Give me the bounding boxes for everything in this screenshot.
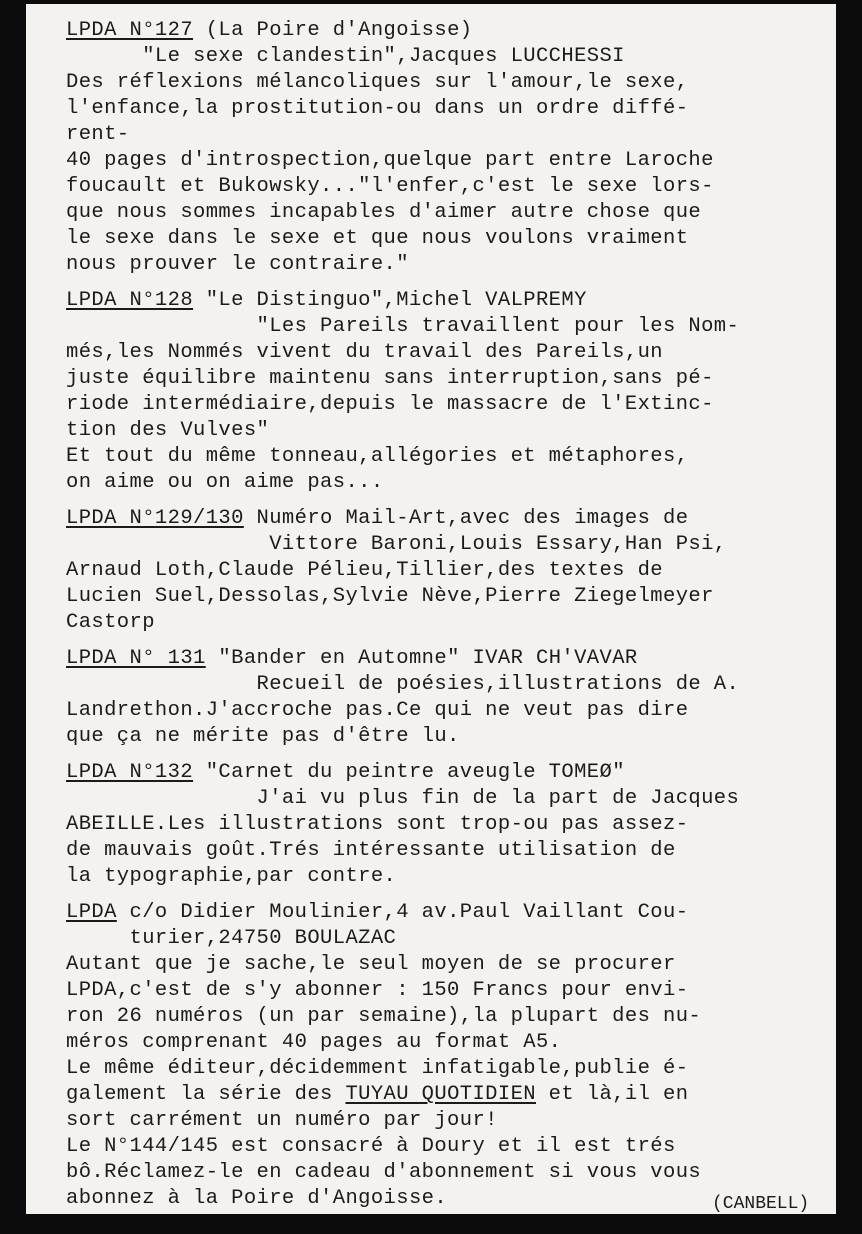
review-line: riode intermédiaire,depuis le massacre de l'Extinc- xyxy=(66,393,714,416)
address-ref: LPDA xyxy=(66,901,117,924)
typewritten-page xyxy=(26,4,836,1214)
review-line: Landrethon.J'accroche pas.Ce qui ne veut pas dire xyxy=(66,699,689,722)
review-line: le sexe dans le sexe et que nous voulons vraiment xyxy=(66,227,689,250)
review-line: la typographie,par contre. xyxy=(66,865,397,888)
review-line: "Le sexe clandestin",Jacques LUCCHESSI xyxy=(66,45,625,68)
review-line: Recueil de poésies,illustrations de A. xyxy=(66,673,740,696)
address-line: Autant que je sache,le seul moyen de se procurer xyxy=(66,953,676,976)
review-line: J'ai vu plus fin de la part de Jacques xyxy=(66,787,740,810)
review-line: que ça ne mérite pas d'être lu. xyxy=(66,725,460,748)
review-heading xyxy=(66,760,836,786)
review-ref: LPDA N° 131 xyxy=(66,647,206,670)
series-name: TUYAU QUOTIDIEN xyxy=(345,1083,536,1106)
review-line: "Carnet du peintre aveugle TOMEØ" xyxy=(193,761,625,784)
review-line: foucault et Bukowsky..."l'enfer,c'est le sexe lors- xyxy=(66,175,714,198)
address-heading xyxy=(66,900,836,926)
review-line: Et tout du même tonneau,allégories et métaphores, xyxy=(66,445,689,468)
review-line: Des réflexions mélancoliques sur l'amour,le sexe, xyxy=(66,71,689,94)
review-line: ABEILLE.Les illustrations sont trop-ou pas assez- xyxy=(66,813,689,836)
address-line: méros comprenant 40 pages au format A5. xyxy=(66,1031,562,1054)
review-line: Arnaud Loth,Claude Pélieu,Tillier,des textes de xyxy=(66,559,663,582)
address-line: Le N°144/145 est consacré à Doury et il est trés xyxy=(66,1135,676,1158)
review-heading xyxy=(66,288,836,314)
review-line: 40 pages d'introspection,quelque part entre Laroche xyxy=(66,149,714,172)
address-line: abonnez à la Poire d'Angoisse. xyxy=(66,1187,448,1210)
review-line: juste équilibre maintenu sans interruption,sans pé- xyxy=(66,367,714,390)
review-line: Lucien Suel,Dessolas,Sylvie Nève,Pierre Ziegelmeyer xyxy=(66,585,714,608)
address-line: ron 26 numéros (un par semaine),la plupart des nu- xyxy=(66,1005,702,1028)
review-line: nous prouver le contraire." xyxy=(66,253,409,276)
review-line: Castorp xyxy=(66,611,155,634)
address-line: turier,24750 BOULAZAC xyxy=(66,927,397,950)
address-line: sort carrément un numéro par jour! xyxy=(66,1109,498,1132)
review-line: de mauvais goût.Trés intéressante utilisation de xyxy=(66,839,676,862)
address-line: c/o Didier Moulinier,4 av.Paul Vaillant Cou- xyxy=(116,901,689,924)
address-line: LPDA,c'est de s'y abonner : 150 Francs pour envi- xyxy=(66,979,689,1002)
review-line: l'enfance,la prostitution-ou dans un ordre diffé- xyxy=(66,97,689,120)
review-ref: LPDA N°132 xyxy=(66,761,194,784)
review-ref: LPDA N°129/130 xyxy=(66,507,244,530)
review-line: on aime ou on aime pas... xyxy=(66,471,384,494)
review-line: rent- xyxy=(66,123,130,146)
review-line: Vittore Baroni,Louis Essary,Han Psi, xyxy=(66,533,727,556)
address-line xyxy=(66,1082,836,1108)
review-line: tion des Vulves" xyxy=(66,419,270,442)
signature: (CANBELL) xyxy=(712,1194,810,1214)
review-ref: LPDA N°128 xyxy=(66,289,194,312)
address-line: bô.Réclamez-le en cadeau d'abonnement si vous vous xyxy=(66,1161,702,1184)
review-line: que nous sommes incapables d'aimer autre chose que xyxy=(66,201,702,224)
review-line: "Bander en Automne" IVAR CH'VAVAR xyxy=(205,647,638,670)
address-line-post: et là,il en xyxy=(535,1083,689,1106)
review-line: "Les Pareils travaillent pour les Nom- xyxy=(66,315,740,338)
review-line: (La Poire d'Angoisse) xyxy=(193,19,473,42)
review-line: Numéro Mail-Art,avec des images de xyxy=(243,507,689,530)
review-heading xyxy=(66,646,836,672)
address-line-pre: galement la série des xyxy=(66,1083,346,1106)
review-ref: LPDA N°127 xyxy=(66,19,194,42)
review-line: "Le Distinguo",Michel VALPREMY xyxy=(193,289,587,312)
address-line: Le même éditeur,décidemment infatigable,publie é- xyxy=(66,1057,689,1080)
review-heading xyxy=(66,18,836,44)
review-heading xyxy=(66,506,836,532)
review-line: més,les Nommés vivent du travail des Pareils,un xyxy=(66,341,663,364)
